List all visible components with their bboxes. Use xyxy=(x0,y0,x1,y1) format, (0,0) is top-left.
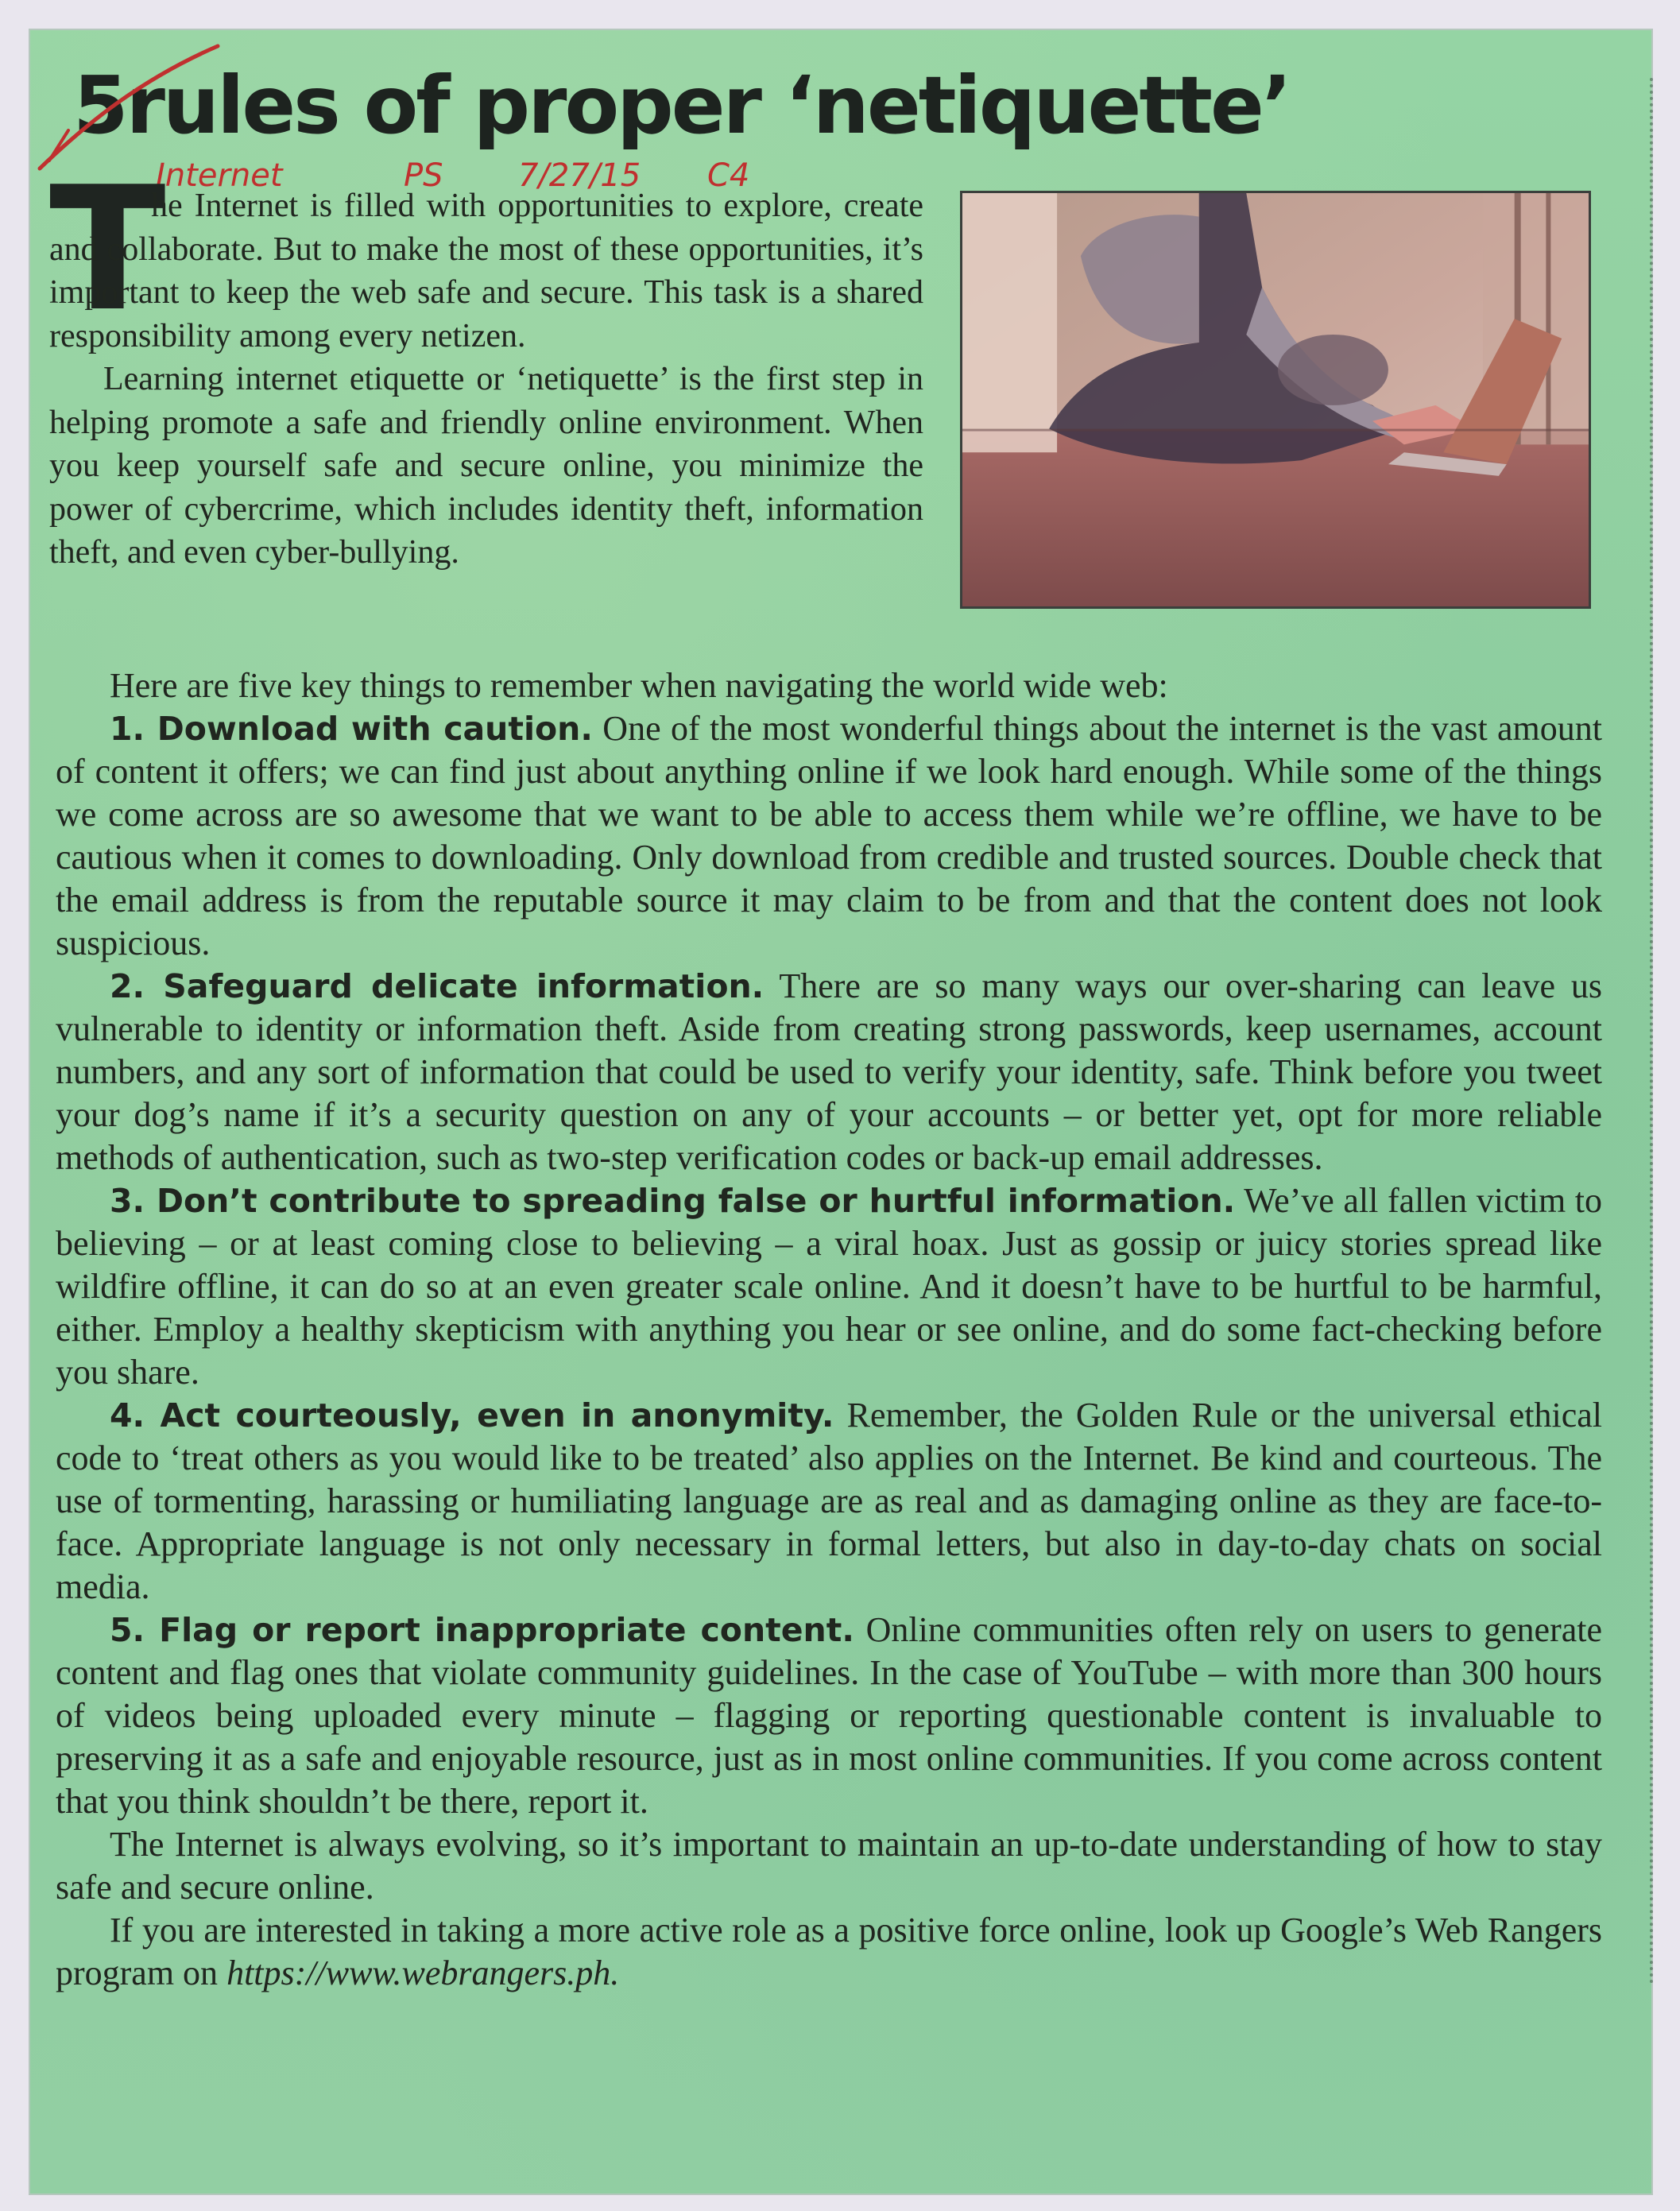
intro-text xyxy=(49,184,923,575)
rule-paragraph-1 xyxy=(56,707,1602,965)
rule-text-2: There are so many ways our over-sharing can leave us vulnerable to identity or information theft. Aside from creating strong passwords, keep usernames, account numbers, and any sort of information that could be used to verify your identity, safe. Think before you tweet your dog’s name if it’s a security question on any of your accounts – or better yet, opt for more reliable methods of authentication, such as two-step verification codes or back-up email addresses. xyxy=(56,966,1602,1177)
intro-paragraph-2: Learning internet etiquette or ‘netiquette’ is the first step in helping promote a safe and friendly online environment. When you keep yourself safe and secure online, you minimize the power of cybercrime, which includes identity theft, information theft, and even cyber-bullying. xyxy=(49,361,923,571)
handnote-initials: PS xyxy=(404,157,443,194)
rule-text-5: Online communities often rely on users to generate content and flag ones that violate community guidelines. In the case of YouTube – with more than 300 hours of videos being uploaded every minute – flagging or reporting questionable content is invaluable to preserving it as a safe and enjoyable resource, just as in most online communities. If you come across content that you think shouldn’t be there, report it. xyxy=(56,1610,1602,1821)
web-rangers-link[interactable]: https://www.webrangers.ph. xyxy=(226,1954,620,1992)
rule-title-3: 3. Don’t contribute to spreading false or hurtful information. xyxy=(110,1182,1236,1220)
handnote-topic: Internet xyxy=(156,157,283,194)
final-text: If you are interested in taking a more active role as a positive force online, look up Google’s Web Rangers program on xyxy=(56,1911,1602,1992)
rule-text-4: Remember, the Golden Rule or the universal ethical code to ‘treat others as you would like to be treated’ also applies on the Internet. Be kind and courteous. The use of tormenting, harassing or humiliating language are as real and as damaging online as they are face-to-face. Appropriate language is not only necessary in formal letters, but also in day-to-day chats on social media. xyxy=(56,1396,1602,1606)
rule-title-4: 4. Act courteously, even in anonymity. xyxy=(110,1396,834,1435)
rule-paragraph-4 xyxy=(56,1394,1602,1609)
headline-number: 5 xyxy=(73,59,126,152)
headline xyxy=(73,46,1607,165)
handnote-date: 7/27/15 xyxy=(518,157,641,194)
person-typing-on-laptop-image xyxy=(962,193,1589,606)
closing-paragraph: The Internet is always evolving, so it’s important to maintain an up-to-date understanding of how to stay safe and secure online. xyxy=(56,1825,1602,1907)
lead-in-paragraph: Here are five key things to remember when navigating the world wide web: xyxy=(110,666,1168,705)
article-photo xyxy=(960,191,1591,609)
rule-title-5: 5. Flag or report inappropriate content. xyxy=(110,1611,854,1649)
rule-title-2: 2. Safeguard delicate information. xyxy=(110,967,765,1005)
article-body xyxy=(56,664,1602,1995)
intro-paragraph-1: he Internet is filled with opportunities to explore, create and collaborate. But to make the most of these opportunities, it’s important to keep the web safe and secure. This task is a shared responsibility among every netizen. xyxy=(49,188,923,354)
handnote-page: C4 xyxy=(707,157,750,194)
rule-text-3: We’ve all fallen victim to believing – or at least coming close to believing – a viral hoax. Just as gossip or juicy stories spread like wildfire offline, it can do so at an even greater scale online. And it doesn’t have to be hurtful to be harmful, either. Employ a healthy skepticism with anything you hear or see online, and do some fact-checking before you share. xyxy=(56,1181,1603,1392)
perforated-edge xyxy=(1645,78,1653,1985)
final-paragraph xyxy=(56,1909,1602,1995)
headline-text: rules of proper ‘netiquette’ xyxy=(126,59,1290,152)
rule-title-1: 1. Download with caution. xyxy=(110,710,593,748)
rule-paragraph-5 xyxy=(56,1609,1602,1823)
rule-paragraph-3 xyxy=(56,1179,1602,1394)
drop-cap: T xyxy=(49,149,166,349)
rule-paragraph-2 xyxy=(56,965,1602,1179)
rule-text-1: One of the most wonderful things about the internet is the vast amount of content it offers; we can find just about anything online if we look hard enough. While some of the things we come across are so awesome that we want to be able to access them while we’re offline, we have to be cautious when it comes to downloading. Only download from credible and trusted sources. Double check that the email address is from the reputable source it may claim to be from and that the content does not look suspicious. xyxy=(56,709,1603,962)
